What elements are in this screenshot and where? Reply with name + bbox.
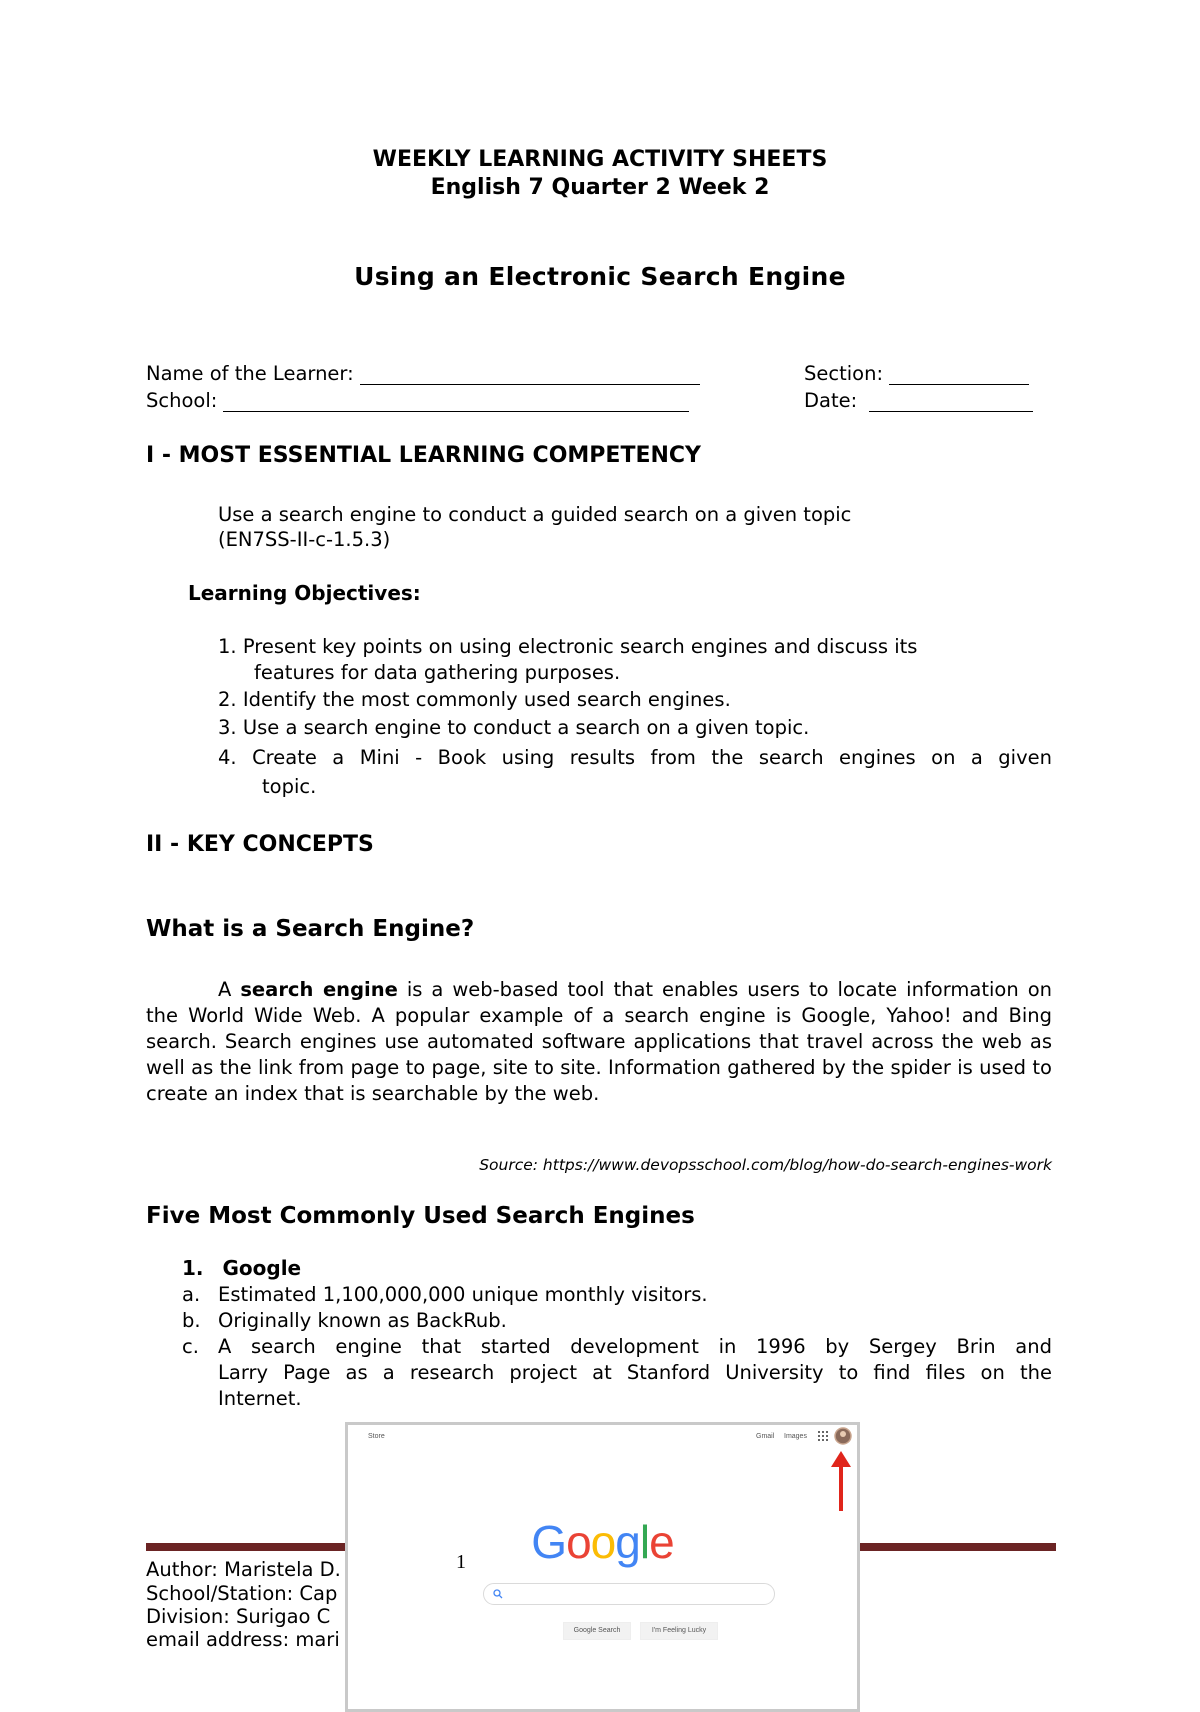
what-heading: What is a Search Engine? xyxy=(146,916,475,942)
key-concepts-heading: II - KEY CONCEPTS xyxy=(146,832,374,857)
page-number: 1 xyxy=(456,1551,466,1573)
google-logo xyxy=(348,1515,857,1569)
gmail-link: Gmail xyxy=(756,1433,775,1440)
objective-1 xyxy=(218,635,917,658)
images-link: Images xyxy=(784,1433,807,1440)
lesson-title: Using an Electronic Search Engine xyxy=(354,262,846,291)
engine-name: Google xyxy=(222,1256,302,1280)
definition-paragraph xyxy=(146,977,1052,1107)
five-engines-heading: Five Most Commonly Used Search Engines xyxy=(146,1203,695,1229)
para-lead: A xyxy=(218,978,241,1001)
school-label: School: xyxy=(146,389,218,412)
objective-number: 1. xyxy=(218,635,237,658)
point-a-text: Estimated 1,100,000,000 unique monthly visitors. xyxy=(218,1283,708,1306)
objective-3 xyxy=(218,716,809,739)
footer-school: School/Station: Cap xyxy=(146,1582,338,1605)
logo-letter: G xyxy=(531,1516,567,1568)
section-blank[interactable] xyxy=(889,364,1029,385)
logo-letter: o xyxy=(566,1516,591,1568)
section-label: Section: xyxy=(804,362,884,385)
logo-letter: e xyxy=(649,1516,674,1568)
sheet-title: WEEKLY LEARNING ACTIVITY SHEETS xyxy=(372,147,828,172)
objective-4-line2: topic. xyxy=(262,775,317,798)
feeling-lucky-button[interactable]: I'm Feeling Lucky xyxy=(640,1622,718,1640)
learner-name-blank[interactable] xyxy=(360,364,700,385)
engine-number: 1. xyxy=(182,1256,204,1280)
google-homepage-screenshot xyxy=(345,1422,860,1712)
objective-1-line2: features for data gathering purposes. xyxy=(254,661,621,684)
learner-name-field xyxy=(146,362,700,385)
point-c-line2: Larry Page as a research project at Stanford University to find files on the xyxy=(218,1361,1052,1384)
red-arrow-icon xyxy=(828,1449,854,1513)
objective-number: 4. xyxy=(218,746,237,769)
school-field xyxy=(146,389,689,412)
sheet-subtitle: English 7 Quarter 2 Week 2 xyxy=(430,175,770,200)
objectives-heading: Learning Objectives: xyxy=(188,581,421,605)
point-c-line3: Internet. xyxy=(218,1387,302,1410)
objective-text: Present key points on using electronic search engines and discuss its xyxy=(242,635,918,658)
engine-1-heading xyxy=(182,1256,301,1280)
point-a-letter: a. xyxy=(182,1283,201,1306)
para-bold-term: search engine xyxy=(240,978,398,1001)
point-c-line1: A search engine that started development in 1996 by Sergey Brin and xyxy=(218,1335,1052,1358)
footer-author: Author: Maristela D. xyxy=(146,1558,341,1581)
footer-email: email address: mari xyxy=(146,1628,340,1651)
melc-heading: I - MOST ESSENTIAL LEARNING COMPETENCY xyxy=(146,443,701,468)
store-link: Store xyxy=(368,1433,385,1440)
objective-2 xyxy=(218,688,731,711)
section-field xyxy=(804,362,1029,385)
logo-letter: g xyxy=(615,1516,640,1568)
logo-letter: o xyxy=(590,1516,616,1568)
footer-division: Division: Surigao C xyxy=(146,1605,331,1628)
apps-grid-icon xyxy=(818,1431,828,1441)
objective-text: Identify the most commonly used search engines. xyxy=(242,688,731,711)
account-avatar-icon xyxy=(834,1427,852,1445)
point-b-letter: b. xyxy=(182,1309,201,1332)
objective-number: 2. xyxy=(218,688,237,711)
learner-name-label: Name of the Learner: xyxy=(146,362,354,385)
objective-number: 3. xyxy=(218,716,237,739)
objective-text: Use a search engine to conduct a search on a given topic. xyxy=(242,716,810,739)
point-c-letter: c. xyxy=(182,1335,199,1358)
date-field xyxy=(804,389,1033,412)
objective-4 xyxy=(218,746,1052,769)
point-b-text: Originally known as BackRub. xyxy=(218,1309,507,1332)
search-icon xyxy=(493,1589,503,1599)
google-search-input[interactable] xyxy=(483,1583,775,1605)
date-blank[interactable] xyxy=(869,391,1033,412)
google-search-button[interactable]: Google Search xyxy=(563,1622,631,1640)
school-blank[interactable] xyxy=(223,391,689,412)
logo-letter: l xyxy=(639,1516,650,1568)
source-citation: Source: https://www.devopsschool.com/blog/how-do-search-engines-work xyxy=(479,1156,1052,1174)
melc-text-line2: (EN7SS-II-c-1.5.3) xyxy=(218,528,391,551)
para-rest: is a web-based tool that enables users to locate information on the World Wide Web. A popular example of a search engine is Google, Yahoo! and Bing search. Search engines use automated software applications that travel across the web as well as the link from page to page, site to site. Information gathered by the spider is used to create an index that is searchable by the web. xyxy=(146,978,1052,1105)
melc-text-line1: Use a search engine to conduct a guided search on a given topic xyxy=(218,503,852,526)
date-label: Date: xyxy=(804,389,858,412)
objective-text: Create a Mini - Book using results from the search engines on a given xyxy=(252,746,1052,769)
